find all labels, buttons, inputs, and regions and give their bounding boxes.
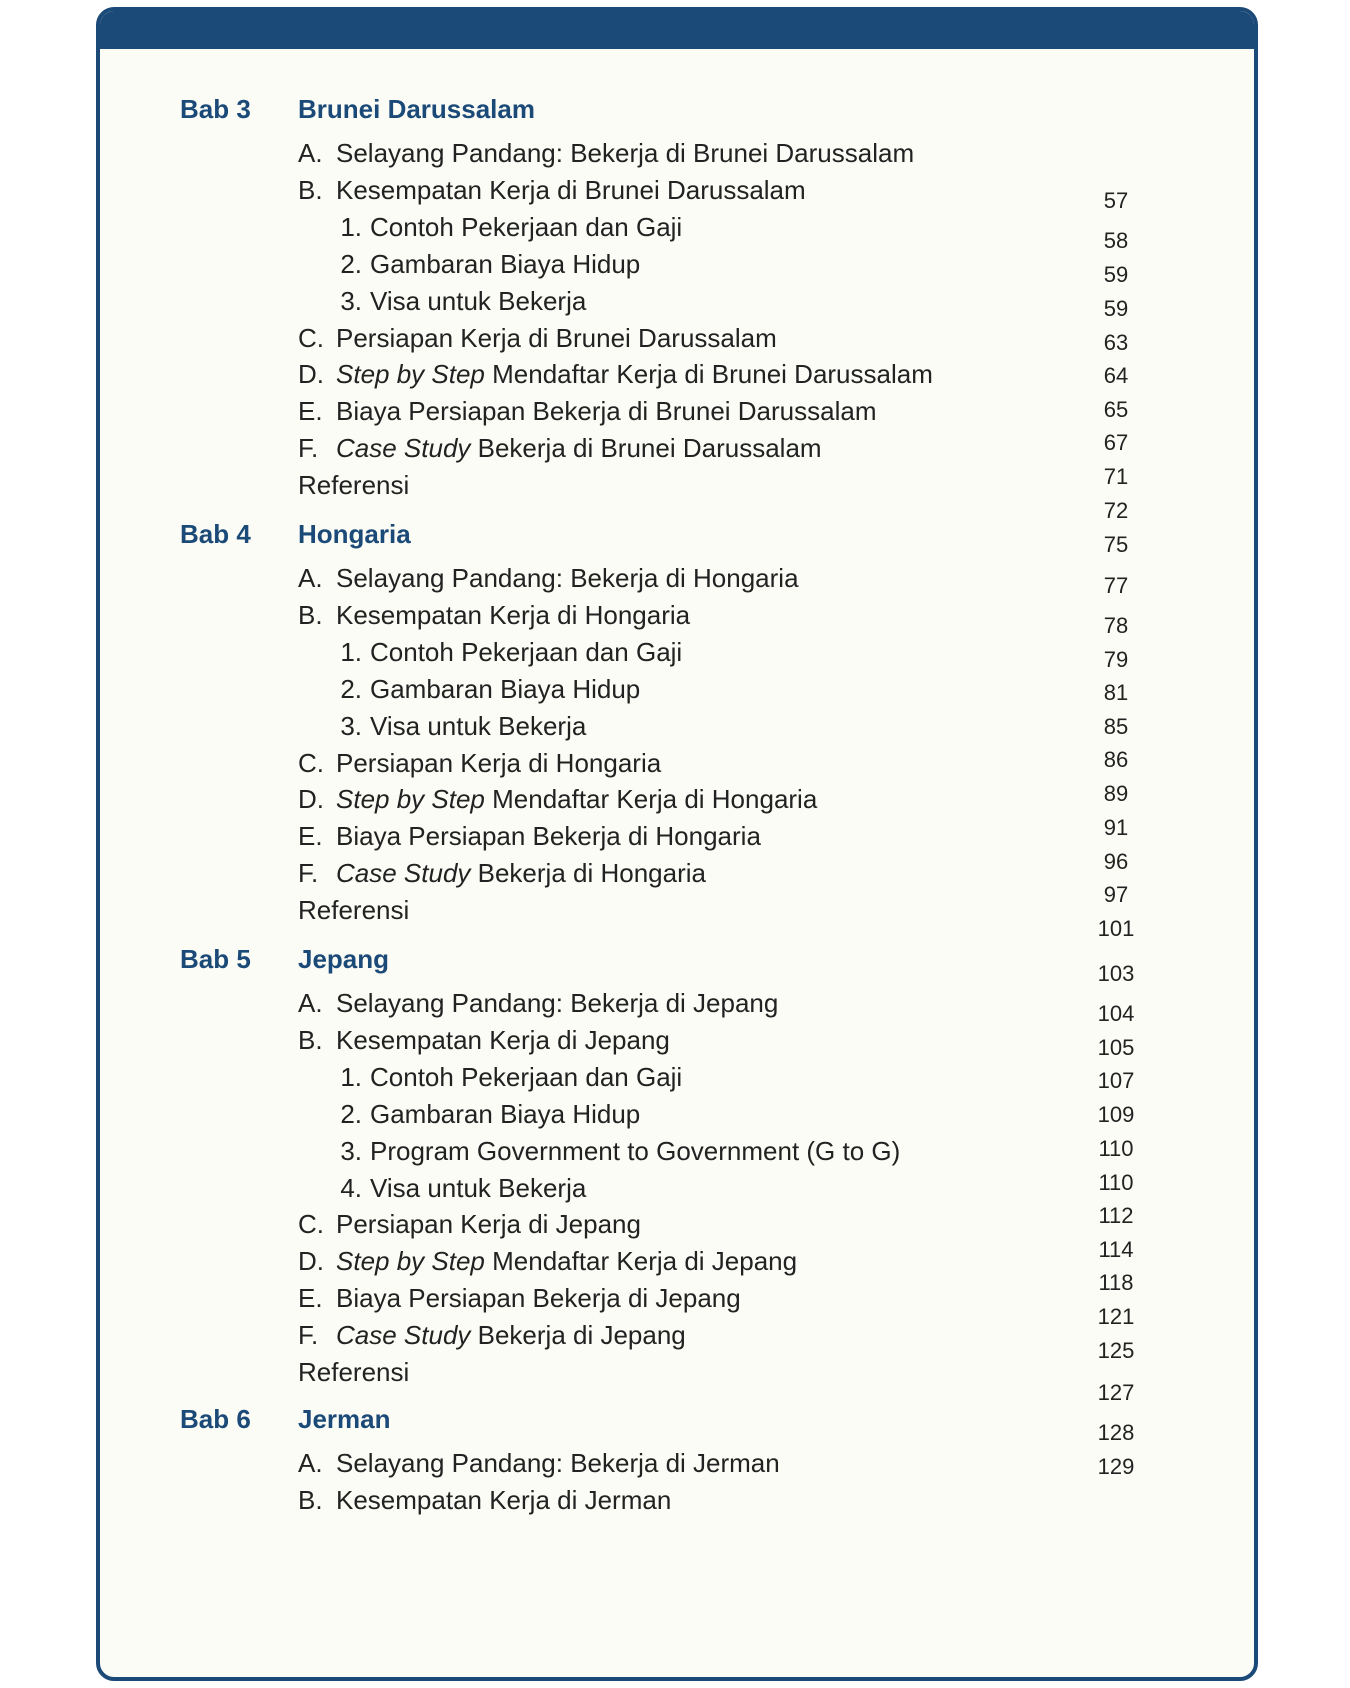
entry-text <box>298 853 706 893</box>
page-number: 129 <box>1097 1454 1135 1479</box>
chapter-title: Brunei Darussalam <box>298 94 535 124</box>
entry-label: Persiapan Kerja di Hongaria <box>336 747 662 778</box>
entry-marker: 2. <box>340 673 362 704</box>
entry-label: Kesempatan Kerja di Jerman <box>336 1484 672 1515</box>
entry-text <box>334 207 682 247</box>
entry-marker: A. <box>298 563 323 593</box>
entry-text <box>298 465 409 505</box>
page-number: 86 <box>1103 747 1129 772</box>
entry-text <box>298 779 817 819</box>
entry-italic-label: Case Study <box>336 433 471 464</box>
entry-label: Kesempatan Kerja di Brunei Darussalam <box>336 174 806 205</box>
entry-marker: 3. <box>340 285 362 316</box>
entry-label: Referensi <box>298 470 410 501</box>
entry-label: Referensi <box>298 1357 410 1387</box>
page-number: 63 <box>1103 330 1129 355</box>
page-number: 72 <box>1103 498 1129 523</box>
entry-marker: F. <box>298 433 319 464</box>
page-number: 128 <box>1097 1420 1135 1445</box>
entry-marker: E. <box>298 1283 323 1314</box>
chapter-number: Bab 3 <box>180 94 251 124</box>
chapter-title: Jepang <box>298 944 390 974</box>
entry-label: Selayang Pandang: Bekerja di Brunei Darussalam <box>336 138 915 168</box>
page-number: 67 <box>1103 430 1129 455</box>
entry-text <box>298 558 799 598</box>
entry-text <box>334 1131 900 1171</box>
page-number: 64 <box>1103 363 1129 388</box>
page-number: 127 <box>1097 1380 1135 1405</box>
page-number: 58 <box>1103 228 1129 253</box>
entry-text <box>334 632 682 672</box>
entry-marker: A. <box>298 988 323 1018</box>
page-number: 121 <box>1097 1304 1135 1329</box>
page-number: 57 <box>1103 188 1129 213</box>
entry-text <box>334 1168 586 1208</box>
entry-label: Visa untuk Bekerja <box>370 1172 587 1203</box>
page-number: 110 <box>1098 1136 1134 1161</box>
entry-marker: F. <box>298 858 319 889</box>
entry-marker: E. <box>298 821 323 852</box>
entry-marker: 3. <box>340 1135 362 1166</box>
page-number: 77 <box>1103 573 1129 598</box>
entry-marker: A. <box>298 138 323 168</box>
entry-marker: 2. <box>340 1098 362 1129</box>
entry-text <box>298 133 914 173</box>
chapter-number: Bab 5 <box>180 944 251 974</box>
entry-text <box>334 706 586 746</box>
entry-text <box>298 983 778 1023</box>
entry-label: Mendaftar Kerja di Brunei Darussalam <box>484 359 933 390</box>
entry-text <box>334 1057 682 1097</box>
entry-text <box>298 743 661 783</box>
page-number: 75 <box>1103 532 1129 557</box>
entry-marker: B. <box>298 1024 323 1055</box>
page-number: 85 <box>1103 714 1129 739</box>
entry-marker: 1. <box>340 1061 362 1092</box>
entry-marker: D. <box>298 784 324 815</box>
toc-page <box>96 7 1258 1681</box>
entry-text <box>334 244 640 284</box>
entry-label: Biaya Persiapan Bekerja di Brunei Darussalam <box>336 396 877 427</box>
entry-marker: C. <box>298 747 324 778</box>
entry-italic-label: Step by Step <box>336 1246 485 1277</box>
entry-text <box>298 354 933 394</box>
entry-text <box>298 1204 641 1244</box>
entry-label: Biaya Persiapan Bekerja di Jepang <box>336 1283 741 1314</box>
entry-marker: C. <box>298 1209 324 1240</box>
page-number: 112 <box>1098 1203 1134 1228</box>
page-number: 91 <box>1103 815 1129 840</box>
entry-marker: 2. <box>340 248 362 279</box>
entry-label: Visa untuk Bekerja <box>370 285 587 316</box>
entry-text <box>298 1352 409 1392</box>
chapter-number: Bab 4 <box>180 519 251 549</box>
entry-label: Gambaran Biaya Hidup <box>370 1098 641 1129</box>
page-number: 59 <box>1103 296 1129 321</box>
page-number: 97 <box>1103 882 1129 907</box>
entry-marker: A. <box>298 1448 323 1478</box>
entry-label: Persiapan Kerja di Brunei Darussalam <box>336 322 777 353</box>
page-number: 110 <box>1098 1170 1134 1195</box>
page-number: 118 <box>1098 1270 1134 1295</box>
entry-text <box>298 1443 780 1483</box>
entry-label: Contoh Pekerjaan dan Gaji <box>370 1061 683 1092</box>
page-number: 114 <box>1098 1237 1134 1262</box>
page-number: 78 <box>1103 613 1129 638</box>
page-number: 81 <box>1103 680 1129 705</box>
table-of-contents <box>100 11 1254 1677</box>
entry-marker: B. <box>298 599 323 630</box>
entry-text <box>298 1480 671 1520</box>
entry-label: Contoh Pekerjaan dan Gaji <box>370 211 683 242</box>
page-number: 101 <box>1097 916 1135 941</box>
page-number: 104 <box>1097 1001 1135 1026</box>
entry-italic-label: Step by Step <box>336 784 485 815</box>
entry-marker: D. <box>298 359 324 390</box>
page-number: 89 <box>1103 781 1129 806</box>
entry-text <box>298 890 409 930</box>
page-number: 107 <box>1097 1068 1135 1093</box>
entry-text <box>298 318 777 358</box>
entry-marker: 4. <box>340 1172 362 1203</box>
entry-italic-label: Case Study <box>336 1320 471 1351</box>
page-number: 105 <box>1097 1035 1135 1060</box>
entry-label: Selayang Pandang: Bekerja di Jerman <box>336 1448 780 1478</box>
entry-label: Biaya Persiapan Bekerja di Hongaria <box>336 821 761 852</box>
chapter-title: Jerman <box>298 1404 391 1434</box>
page-number: 103 <box>1097 961 1135 986</box>
entry-marker: B. <box>298 174 323 205</box>
entry-marker: C. <box>298 322 324 353</box>
entry-marker: 1. <box>340 211 362 242</box>
page-number: 125 <box>1097 1338 1135 1363</box>
page-number: 59 <box>1103 262 1129 287</box>
entry-label: Persiapan Kerja di Jepang <box>336 1209 641 1240</box>
entry-marker: D. <box>298 1246 324 1277</box>
entry-label: Gambaran Biaya Hidup <box>370 673 641 704</box>
entry-marker: E. <box>298 396 323 427</box>
entry-label: Kesempatan Kerja di Hongaria <box>336 599 691 630</box>
entry-text <box>298 816 761 856</box>
entry-text <box>298 1315 686 1355</box>
entry-italic-label: Step by Step <box>336 359 485 390</box>
entry-marker: B. <box>298 1484 323 1515</box>
entry-text <box>298 1020 670 1060</box>
page-number: 71 <box>1103 464 1129 489</box>
entry-text <box>298 391 877 431</box>
entry-label: Kesempatan Kerja di Jepang <box>336 1024 670 1055</box>
page-number: 65 <box>1103 397 1129 422</box>
entry-marker: 3. <box>340 710 362 741</box>
entry-label: Bekerja di Jepang <box>470 1320 686 1351</box>
entry-text <box>334 669 640 709</box>
entry-text <box>298 595 690 635</box>
entry-label: Mendaftar Kerja di Jepang <box>484 1246 798 1277</box>
entry-marker: 1. <box>340 636 362 667</box>
chapter-number: Bab 6 <box>180 1404 251 1434</box>
entry-label: Visa untuk Bekerja <box>370 710 587 741</box>
entry-text <box>298 1278 741 1318</box>
entry-label: Gambaran Biaya Hidup <box>370 248 641 279</box>
entry-italic-label: Case Study <box>336 858 471 889</box>
entry-label: Mendaftar Kerja di Hongaria <box>484 784 818 815</box>
entry-text <box>298 428 822 468</box>
entry-label: Program Government to Government (G to G) <box>370 1135 901 1166</box>
entry-label: Selayang Pandang: Bekerja di Hongaria <box>336 563 799 593</box>
entry-text <box>334 281 586 321</box>
page-number: 109 <box>1097 1102 1135 1127</box>
page-number: 79 <box>1103 647 1129 672</box>
entry-label: Contoh Pekerjaan dan Gaji <box>370 636 683 667</box>
entry-label: Referensi <box>298 895 410 926</box>
entry-text <box>334 1094 640 1134</box>
entry-label: Selayang Pandang: Bekerja di Jepang <box>336 988 779 1018</box>
entry-text <box>298 170 806 210</box>
entry-label: Bekerja di Hongaria <box>470 858 706 889</box>
chapter-title: Hongaria <box>298 519 411 549</box>
page-number: 96 <box>1103 849 1129 874</box>
entry-marker: F. <box>298 1320 319 1351</box>
entry-text <box>298 1241 797 1281</box>
entry-label: Bekerja di Brunei Darussalam <box>470 433 822 464</box>
